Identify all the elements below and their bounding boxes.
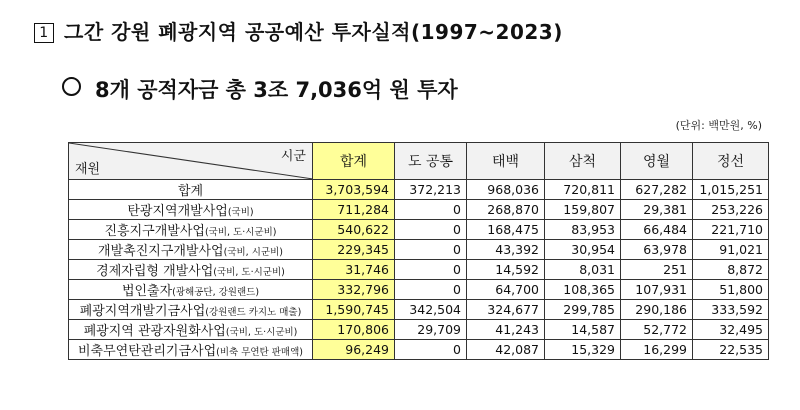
value-cell: 333,592 (693, 300, 769, 320)
value-cell: 96,249 (313, 340, 395, 360)
value-cell: 42,087 (467, 340, 545, 360)
value-cell: 1,590,745 (313, 300, 395, 320)
table-row (69, 320, 769, 340)
row-label-cell (69, 280, 313, 300)
value-cell: 627,282 (621, 180, 693, 200)
value-cell: 43,392 (467, 240, 545, 260)
value-cell: 0 (395, 260, 467, 280)
column-header: 정선 (693, 143, 769, 180)
row-label-cell (69, 220, 313, 240)
value-cell: 221,710 (693, 220, 769, 240)
value-cell: 251 (621, 260, 693, 280)
corner-top-label: 시군 (280, 149, 306, 164)
value-cell: 52,772 (621, 320, 693, 340)
corner-header-cell (69, 143, 313, 180)
row-label: 경제자립형 개발사업 (96, 264, 214, 279)
row-label: 탄광지역개발사업 (127, 204, 228, 219)
circle-bullet-icon (62, 77, 81, 96)
value-cell: 83,953 (545, 220, 621, 240)
value-cell: 299,785 (545, 300, 621, 320)
value-cell: 229,345 (313, 240, 395, 260)
value-cell: 14,587 (545, 320, 621, 340)
table-row (69, 240, 769, 260)
value-cell: 0 (395, 220, 467, 240)
table-row (69, 340, 769, 360)
heading-text: 그간 강원 폐광지역 공공예산 투자실적(1997~2023) (64, 20, 563, 44)
value-cell: 22,535 (693, 340, 769, 360)
value-cell: 107,931 (621, 280, 693, 300)
value-cell: 30,954 (545, 240, 621, 260)
section-heading (34, 16, 563, 45)
sub-heading-text: 8개 공적자금 총 3조 7,036억 원 투자 (95, 78, 458, 102)
row-label-cell (69, 320, 313, 340)
row-label-cell (69, 180, 313, 200)
value-cell: 170,806 (313, 320, 395, 340)
value-cell: 711,284 (313, 200, 395, 220)
row-label-note: (국비, 도·시군비) (204, 227, 277, 238)
row-label-note: (광해공단, 강원랜드) (172, 287, 260, 298)
row-label-note: (비축 무연탄 판매액) (216, 347, 303, 358)
row-label-note: (국비) (227, 207, 254, 218)
row-label: 합계 (177, 184, 204, 199)
value-cell: 540,622 (313, 220, 395, 240)
column-header: 도 공통 (395, 143, 467, 180)
value-cell: 51,800 (693, 280, 769, 300)
value-cell: 0 (395, 280, 467, 300)
value-cell: 342,504 (395, 300, 467, 320)
column-header: 합계 (313, 143, 395, 180)
value-cell: 720,811 (545, 180, 621, 200)
value-cell: 29,381 (621, 200, 693, 220)
row-label-cell (69, 340, 313, 360)
row-label: 폐광지역 관광자원화사업 (83, 324, 226, 339)
value-cell: 66,484 (621, 220, 693, 240)
value-cell: 41,243 (467, 320, 545, 340)
value-cell: 372,213 (395, 180, 467, 200)
value-cell: 0 (395, 200, 467, 220)
value-cell: 253,226 (693, 200, 769, 220)
value-cell: 16,299 (621, 340, 693, 360)
row-label-note: (국비, 도·시군비) (213, 267, 285, 278)
diagonal-divider (69, 143, 313, 179)
value-cell: 31,746 (313, 260, 395, 280)
row-label: 진흥지구개발사업 (104, 224, 205, 239)
value-cell: 168,475 (467, 220, 545, 240)
table-row (69, 280, 769, 300)
corner-bottom-label: 재원 (75, 162, 101, 177)
value-cell: 29,709 (395, 320, 467, 340)
value-cell: 8,872 (693, 260, 769, 280)
column-header: 태백 (467, 143, 545, 180)
value-cell: 64,700 (467, 280, 545, 300)
table-row (69, 180, 769, 200)
value-cell: 968,036 (467, 180, 545, 200)
table-row (69, 260, 769, 280)
value-cell: 324,677 (467, 300, 545, 320)
row-label: 비축무연탄관리기금사업 (77, 344, 217, 359)
value-cell: 159,807 (545, 200, 621, 220)
value-cell: 1,015,251 (693, 180, 769, 200)
row-label-cell (69, 200, 313, 220)
value-cell: 0 (395, 340, 467, 360)
value-cell: 290,186 (621, 300, 693, 320)
value-cell: 0 (395, 240, 467, 260)
unit-note: (단위: 백만원, %) (675, 119, 762, 132)
value-cell: 14,592 (467, 260, 545, 280)
row-label: 폐광지역개발기금사업 (79, 304, 206, 319)
table-row (69, 220, 769, 240)
sub-heading (62, 74, 458, 104)
header-row (69, 143, 769, 180)
value-cell: 108,365 (545, 280, 621, 300)
value-cell: 91,021 (693, 240, 769, 260)
value-cell: 32,495 (693, 320, 769, 340)
heading-number-box: 1 (34, 23, 54, 43)
value-cell: 15,329 (545, 340, 621, 360)
table-row (69, 200, 769, 220)
budget-table (68, 142, 769, 360)
row-label-cell (69, 260, 313, 280)
value-cell: 268,870 (467, 200, 545, 220)
row-label: 개발촉진지구개발사업 (98, 244, 224, 259)
column-header: 삼척 (545, 143, 621, 180)
value-cell: 63,978 (621, 240, 693, 260)
row-label-cell (69, 300, 313, 320)
column-header: 영월 (621, 143, 693, 180)
row-label-note: (국비, 시군비) (223, 247, 283, 258)
row-label-cell (69, 240, 313, 260)
row-label: 법인출자 (121, 284, 173, 299)
value-cell: 8,031 (545, 260, 621, 280)
value-cell: 332,796 (313, 280, 395, 300)
row-label-note: (국비, 도·시군비) (225, 327, 298, 338)
table-row (69, 300, 769, 320)
value-cell: 3,703,594 (313, 180, 395, 200)
row-label-note: (강원랜드 카지노 매출) (205, 307, 302, 318)
